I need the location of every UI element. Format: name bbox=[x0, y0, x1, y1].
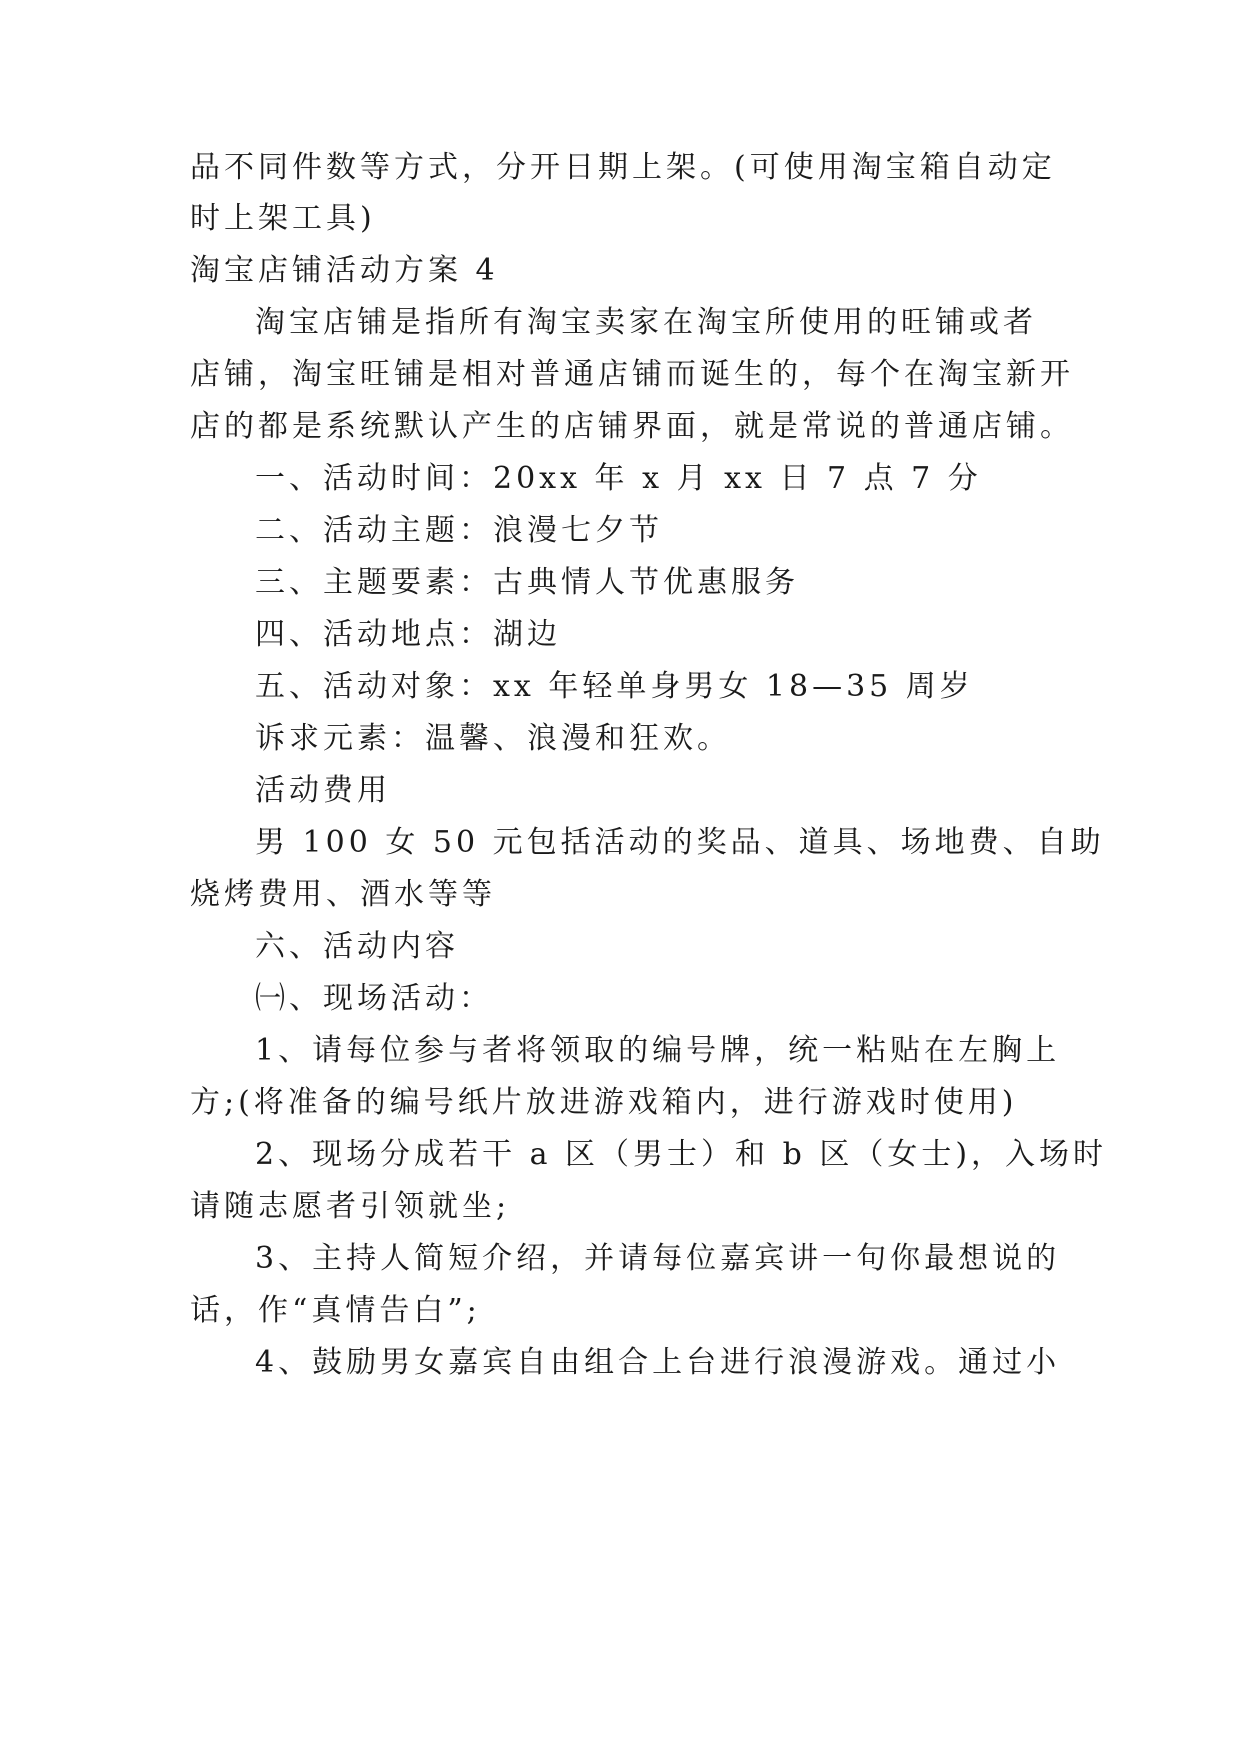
list-item: 1、请每位参与者将领取的编号牌，统一粘贴在左胸上 bbox=[255, 1033, 1061, 1068]
paragraph-line: 店铺，淘宝旺铺是相对普通店铺而诞生的，每个在淘宝新开 bbox=[190, 357, 1074, 392]
list-item: 4、鼓励男女嘉宾自由组合上台进行浪漫游戏。通过小 bbox=[255, 1345, 1061, 1380]
list-item: ㈠、现场活动： bbox=[255, 981, 493, 1016]
section-title: 淘宝店铺活动方案 4 bbox=[190, 253, 499, 288]
paragraph-line: 品不同件数等方式，分开日期上架。(可使用淘宝箱自动定 bbox=[190, 150, 1056, 185]
paragraph-line: 时上架工具) bbox=[190, 201, 376, 236]
paragraph-line: 店的都是系统默认产生的店铺界面，就是常说的普通店铺。 bbox=[190, 409, 1074, 444]
list-item: 3、主持人简短介绍，并请每位嘉宾讲一句你最想说的 bbox=[255, 1241, 1061, 1276]
list-item: 六、活动内容 bbox=[255, 929, 459, 964]
paragraph-line: 方;(将准备的编号纸片放进游戏箱内，进行游戏时使用) bbox=[190, 1085, 1018, 1120]
paragraph-line: 男 100 女 50 元包括活动的奖品、道具、场地费、自助 bbox=[255, 825, 1105, 860]
list-item: 四、活动地点：湖边 bbox=[255, 617, 561, 652]
paragraph-line: 活动费用 bbox=[255, 773, 391, 808]
paragraph-line: 话，作“真情告白”; bbox=[190, 1293, 481, 1328]
list-item: 二、活动主题：浪漫七夕节 bbox=[255, 513, 663, 548]
list-item: 一、活动时间：20xx 年 x 月 xx 日 7 点 7 分 bbox=[255, 461, 982, 496]
list-item: 诉求元素：温馨、浪漫和狂欢。 bbox=[255, 721, 731, 756]
list-item: 2、现场分成若干 a 区（男士）和 b 区（女士)，入场时 bbox=[255, 1137, 1108, 1172]
paragraph-line: 请随志愿者引领就坐; bbox=[190, 1189, 511, 1224]
list-item: 三、主题要素：古典情人节优惠服务 bbox=[255, 565, 799, 600]
list-item: 五、活动对象：xx 年轻单身男女 18—35 周岁 bbox=[255, 669, 974, 704]
paragraph-line: 烧烤费用、酒水等等 bbox=[190, 877, 496, 912]
paragraph-line: 淘宝店铺是指所有淘宝卖家在淘宝所使用的旺铺或者 bbox=[255, 305, 1037, 340]
